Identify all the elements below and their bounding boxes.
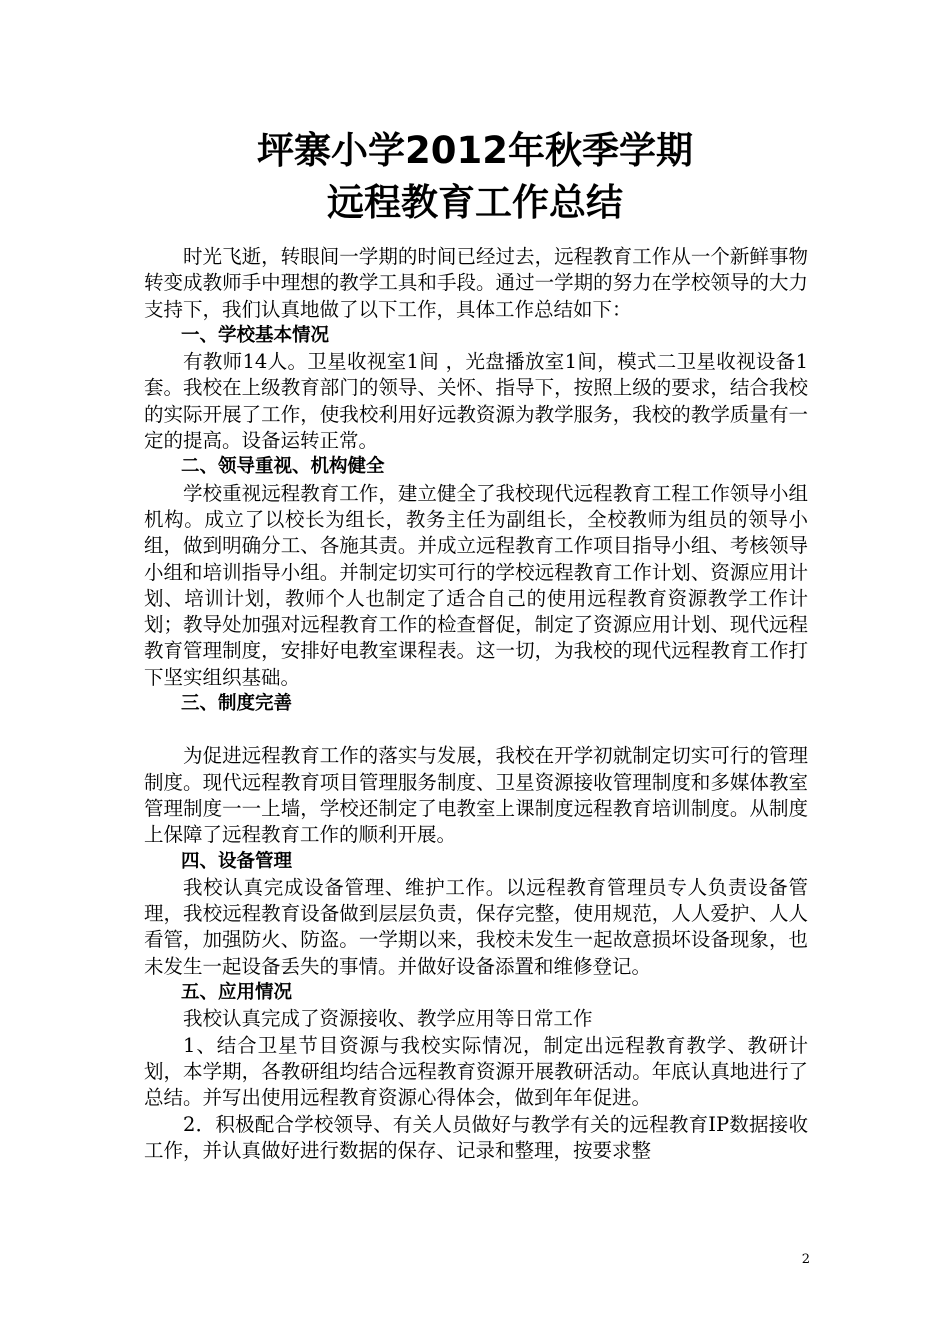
blank-line: [144, 717, 808, 743]
section-2-paragraph-1: 学校重视远程教育工作，建立健全了我校现代远程教育工程工作领导小组机构。成立了以校长为组长，教务主任为副组长，全校教师为组员的领导小组，做到明确分工、各施其责。并成立远程教育工作项目指导小组、考核领导小组和培训指导小组。并制定切实可行的学校远程教育工作计划、资源应用计划、培训计划，教师个人也制定了适合自己的使用远程教育资源教学工作计划；教导处加强对远程教育工作的检查督促，制定了资源应用计划、现代远程教育管理制度，安排好电教室课程表。这一切，为我校的现代远程教育工作打下坚实组织基础。: [144, 481, 808, 689]
page-number: 2: [801, 1252, 810, 1267]
section-heading-2: 二、领导重视、机构健全: [181, 456, 385, 478]
section-3-paragraph-1: 为促进远程教育工作的落实与发展，我校在开学初就制定切实可行的管理制度。现代远程教育项目管理服务制度、卫星资源接收管理制度和多媒体教室管理制度一一上墙，学校还制定了电教室上课制度远程教育培训制度。从制度上保障了远程教育工作的顺利开展。: [144, 744, 808, 847]
section-5-paragraph-2: 1、结合卫星节目资源与我校实际情况，制定出远程教育教学、教研计划，本学期，各教研组均结合远程教育资源开展教研活动。年底认真地进行了总结。并写出使用远程教育资源心得体会，做到年年促进。: [144, 1033, 808, 1110]
intro-paragraph: 时光飞逝，转眼间一学期的时间已经过去，远程教育工作从一个新鲜事物转变成教师手中理想的教学工具和手段。通过一学期的努力在学校领导的大力支持下，我们认真地做了以下工作，具体工作总结如下：: [144, 245, 808, 321]
document-title-line1: 坪寨小学2012年秋季学期: [257, 129, 693, 172]
document-body: [144, 244, 808, 1164]
section-4-paragraph-1: 我校认真完成设备管理、维护工作。以远程教育管理员专人负责设备管理，我校远程教育设备做到层层负责，保存完整，使用规范，人人爱护、人人看管，加强防火、防盗。一学期以来，我校未发生一起故意损坏设备现象，也未发生一起设备丢失的事情。并做好设备添置和维修登记。: [144, 875, 808, 978]
section-heading-5: 五、应用情况: [181, 982, 293, 1004]
section-heading-4: 四、设备管理: [181, 850, 293, 872]
section-5-paragraph-1: 我校认真完成了资源接收、教学应用等日常工作: [183, 1007, 593, 1031]
section-heading-3: 三、制度完善: [181, 693, 293, 715]
section-heading-1: 一、学校基本情况: [181, 324, 330, 346]
section-1-paragraph-1: 有教师14人。卫星收视室1间 ，光盘播放室1间，模式二卫星收视设备1套。我校在上级教育部门的领导、关怀、指导下，按照上级的要求，结合我校的实际开展了工作，使我校利用好远教资源为教学服务，我校的教学质量有一定的提高。设备运转正常。: [144, 350, 808, 453]
document-title-line2: 远程教育工作总结: [327, 181, 623, 224]
section-5-paragraph-3: 2．积极配合学校领导、有关人员做好与教学有关的远程教育IP数据接收工作，并认真做好进行数据的保存、记录和整理，按要求整: [144, 1112, 808, 1162]
